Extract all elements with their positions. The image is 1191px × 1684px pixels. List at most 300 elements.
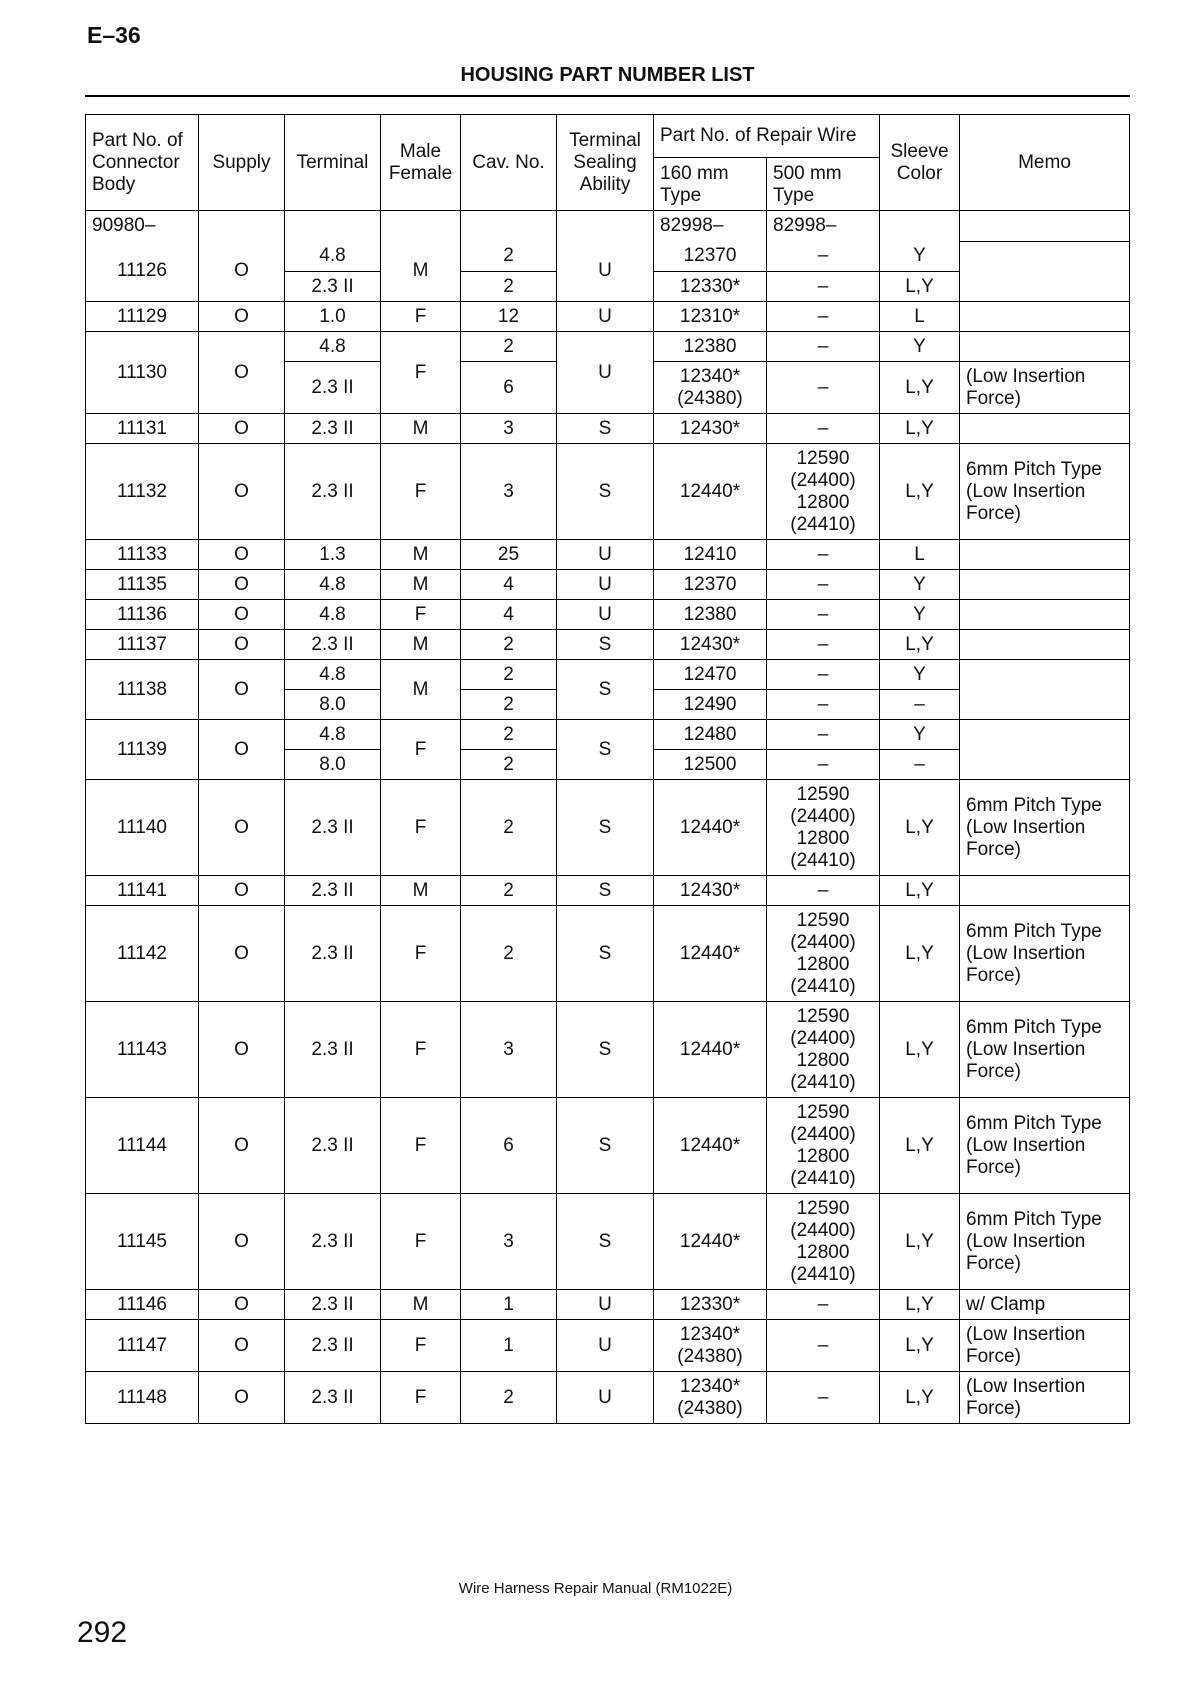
sealing-cell: S: [557, 906, 654, 1002]
table-row: [86, 332, 1130, 362]
wire-500-line: –: [817, 573, 829, 595]
wire-500-line: (24400): [790, 805, 856, 827]
male-female-cell: F: [381, 1320, 461, 1372]
supply-cell: O: [199, 660, 285, 720]
sleeve-cell: L,Y: [880, 630, 960, 660]
memo-cell: [960, 1002, 1130, 1098]
page-number: 292: [77, 1616, 128, 1649]
table-row: [86, 906, 1130, 1002]
wire-500-cell: [767, 414, 880, 444]
part-number: 11132: [86, 444, 199, 540]
wire-500-line: 12800: [796, 491, 850, 513]
wire-500-cell: [767, 570, 880, 600]
wire-500-line: 12590: [796, 447, 850, 469]
wire-160-cell: [654, 660, 767, 690]
wire-160-line: 12440*: [679, 480, 741, 502]
cav-cell: 3: [461, 1002, 557, 1098]
part-number: 11129: [86, 302, 199, 332]
sealing-cell: S: [557, 444, 654, 540]
sleeve-cell: L,Y: [880, 876, 960, 906]
wire-160-line: 12440*: [679, 1038, 741, 1060]
part-number: 11130: [86, 332, 199, 414]
male-female-cell: F: [381, 1372, 461, 1424]
empty-cell: [557, 211, 654, 242]
memo-line: Force): [966, 1060, 1021, 1082]
empty-cell: [880, 211, 960, 242]
wire-500-cell: [767, 272, 880, 302]
male-female-cell: F: [381, 1098, 461, 1194]
memo-line: w/ Clamp: [966, 1293, 1046, 1315]
sleeve-cell: L,Y: [880, 1372, 960, 1424]
memo-cell: [960, 302, 1130, 332]
wire-160-line: 12340*: [679, 1323, 741, 1345]
prefix-wire-160: 82998–: [654, 211, 767, 242]
supply-cell: O: [199, 1320, 285, 1372]
terminal-cell: 4.8: [285, 332, 381, 362]
wire-160-line: 12500: [683, 753, 737, 775]
wire-500-line: –: [817, 335, 829, 357]
sleeve-cell: Y: [880, 660, 960, 690]
terminal-cell: 2.3 II: [285, 1320, 381, 1372]
sleeve-cell: L,Y: [880, 780, 960, 876]
wire-500-line: –: [817, 245, 829, 267]
wire-160-cell: [654, 1290, 767, 1320]
footer-manual-title: Wire Harness Repair Manual (RM1022E): [458, 1580, 733, 1597]
cav-cell: 25: [461, 540, 557, 570]
cav-cell: 2: [461, 1372, 557, 1424]
sealing-cell: S: [557, 630, 654, 660]
memo-line: Force): [966, 1156, 1021, 1178]
wire-160-line: 12490: [683, 693, 737, 715]
wire-160-line: 12480: [683, 723, 737, 745]
supply-cell: O: [199, 1290, 285, 1320]
sleeve-cell: –: [880, 750, 960, 780]
wire-500-line: (24400): [790, 1027, 856, 1049]
sealing-cell: S: [557, 414, 654, 444]
table-row: [86, 660, 1130, 690]
sleeve-cell: L: [880, 540, 960, 570]
memo-cell: [960, 660, 1130, 720]
part-number: 11143: [86, 1002, 199, 1098]
wire-500-line: (24410): [790, 1263, 856, 1285]
sleeve-cell: L,Y: [880, 414, 960, 444]
memo-line: Force): [966, 502, 1021, 524]
memo-line: Force): [966, 838, 1021, 860]
wire-500-cell: [767, 1194, 880, 1290]
memo-cell: [960, 1372, 1130, 1424]
male-female-cell: F: [381, 720, 461, 780]
terminal-cell: 2.3 II: [285, 1098, 381, 1194]
terminal-cell: 4.8: [285, 570, 381, 600]
terminal-cell: 4.8: [285, 660, 381, 690]
sleeve-cell: L,Y: [880, 272, 960, 302]
wire-500-line: (24410): [790, 513, 856, 535]
male-female-cell: M: [381, 1290, 461, 1320]
terminal-cell: 2.3 II: [285, 1002, 381, 1098]
part-number: 11144: [86, 1098, 199, 1194]
wire-500-line: (24410): [790, 1071, 856, 1093]
header-supply: Supply: [199, 115, 285, 211]
part-number: 11145: [86, 1194, 199, 1290]
empty-cell: [199, 211, 285, 242]
wire-500-cell: [767, 690, 880, 720]
cav-cell: 4: [461, 570, 557, 600]
terminal-cell: 8.0: [285, 690, 381, 720]
table-row: [86, 780, 1130, 876]
cav-cell: 3: [461, 444, 557, 540]
title-rule: [85, 95, 1130, 97]
wire-500-cell: [767, 660, 880, 690]
table-row: [86, 1290, 1130, 1320]
wire-500-cell: [767, 332, 880, 362]
wire-500-line: (24400): [790, 931, 856, 953]
wire-500-line: 12590: [796, 1101, 850, 1123]
wire-500-line: (24400): [790, 1219, 856, 1241]
memo-cell: [960, 540, 1130, 570]
memo-cell: [960, 444, 1130, 540]
cav-cell: 2: [461, 272, 557, 302]
part-number: 11131: [86, 414, 199, 444]
wire-160-cell: [654, 414, 767, 444]
terminal-cell: 2.3 II: [285, 272, 381, 302]
wire-160-cell: [654, 876, 767, 906]
supply-cell: O: [199, 1098, 285, 1194]
table-row: [86, 630, 1130, 660]
cav-cell: 12: [461, 302, 557, 332]
sealing-cell: U: [557, 570, 654, 600]
wire-500-line: –: [817, 753, 829, 775]
empty-cell: [285, 211, 381, 242]
wire-160-cell: [654, 750, 767, 780]
page-title: HOUSING PART NUMBER LIST: [460, 64, 755, 86]
housing-part-table: [85, 114, 1130, 1424]
wire-160-line: 12430*: [679, 417, 741, 439]
memo-cell: [960, 780, 1130, 876]
memo-cell: [960, 570, 1130, 600]
header-sealing: Terminal Sealing Ability: [557, 115, 654, 211]
header-part-no: Part No. of Connector Body: [86, 115, 199, 211]
cav-cell: 2: [461, 906, 557, 1002]
empty-cell: [960, 211, 1130, 242]
wire-500-line: 12590: [796, 1005, 850, 1027]
terminal-cell: 2.3 II: [285, 780, 381, 876]
terminal-cell: 2.3 II: [285, 1372, 381, 1424]
wire-160-line: 12330*: [679, 1293, 741, 1315]
wire-160-cell: [654, 780, 767, 876]
header-sleeve: Sleeve Color: [880, 115, 960, 211]
cav-cell: 2: [461, 630, 557, 660]
wire-500-cell: [767, 876, 880, 906]
sealing-cell: S: [557, 1002, 654, 1098]
wire-160-line: 12430*: [679, 879, 741, 901]
wire-500-line: –: [817, 633, 829, 655]
memo-cell: [960, 1290, 1130, 1320]
wire-160-line: (24380): [677, 1397, 743, 1419]
memo-line: Force): [966, 964, 1021, 986]
supply-cell: O: [199, 332, 285, 414]
memo-cell: [960, 332, 1130, 362]
male-female-cell: F: [381, 1194, 461, 1290]
cav-cell: 2: [461, 332, 557, 362]
wire-160-cell: [654, 600, 767, 630]
wire-500-cell: [767, 1320, 880, 1372]
memo-line: (Low Insertion: [966, 942, 1086, 964]
memo-cell: [960, 906, 1130, 1002]
wire-160-cell: [654, 690, 767, 720]
memo-cell: [960, 414, 1130, 444]
memo-cell: [960, 630, 1130, 660]
wire-160-cell: [654, 720, 767, 750]
table-row: [86, 570, 1130, 600]
wire-500-cell: [767, 780, 880, 876]
wire-500-line: –: [817, 663, 829, 685]
memo-line: (Low Insertion: [966, 1230, 1086, 1252]
prefix-part: 90980–: [86, 211, 199, 242]
prefix-row: [86, 211, 1130, 242]
wire-500-line: 12590: [796, 783, 850, 805]
memo-cell: [960, 1320, 1130, 1372]
memo-line: Force): [966, 387, 1021, 409]
sleeve-cell: L,Y: [880, 1098, 960, 1194]
wire-160-cell: [654, 272, 767, 302]
wire-500-cell: [767, 750, 880, 780]
sealing-cell: S: [557, 876, 654, 906]
memo-line: (Low Insertion: [966, 816, 1086, 838]
male-female-cell: F: [381, 1002, 461, 1098]
male-female-cell: F: [381, 906, 461, 1002]
sealing-cell: U: [557, 1320, 654, 1372]
memo-cell: [960, 600, 1130, 630]
memo-line: (Low Insertion: [966, 1134, 1086, 1156]
header-160mm: 160 mm Type: [654, 158, 767, 211]
wire-160-cell: [654, 444, 767, 540]
wire-160-cell: [654, 1098, 767, 1194]
table-row: [86, 1194, 1130, 1290]
cav-cell: 2: [461, 660, 557, 690]
supply-cell: O: [199, 302, 285, 332]
wire-160-cell: [654, 570, 767, 600]
supply-cell: O: [199, 1194, 285, 1290]
supply-cell: O: [199, 1372, 285, 1424]
cav-cell: 4: [461, 600, 557, 630]
table-row: [86, 242, 1130, 272]
sealing-cell: S: [557, 780, 654, 876]
sleeve-cell: L,Y: [880, 444, 960, 540]
part-number: 11140: [86, 780, 199, 876]
part-number: 11138: [86, 660, 199, 720]
wire-500-line: 12590: [796, 1197, 850, 1219]
cav-cell: 6: [461, 362, 557, 414]
male-female-cell: F: [381, 600, 461, 630]
wire-500-cell: [767, 242, 880, 272]
wire-500-line: –: [817, 603, 829, 625]
part-number: 11126: [86, 242, 199, 302]
table-row: [86, 444, 1130, 540]
cav-cell: 1: [461, 1290, 557, 1320]
sealing-cell: U: [557, 302, 654, 332]
sleeve-cell: L,Y: [880, 1320, 960, 1372]
terminal-cell: 1.3: [285, 540, 381, 570]
cav-cell: 2: [461, 750, 557, 780]
male-female-cell: F: [381, 332, 461, 414]
wire-500-cell: [767, 1002, 880, 1098]
terminal-cell: 2.3 II: [285, 444, 381, 540]
part-number: 11136: [86, 600, 199, 630]
cav-cell: 2: [461, 780, 557, 876]
terminal-cell: 8.0: [285, 750, 381, 780]
male-female-cell: F: [381, 444, 461, 540]
wire-500-line: –: [817, 275, 829, 297]
supply-cell: O: [199, 414, 285, 444]
supply-cell: O: [199, 540, 285, 570]
part-number: 11137: [86, 630, 199, 660]
wire-500-line: –: [817, 693, 829, 715]
wire-160-line: 12310*: [679, 305, 741, 327]
sealing-cell: S: [557, 720, 654, 780]
table-body: [86, 211, 1130, 1424]
male-female-cell: M: [381, 242, 461, 302]
wire-500-line: –: [817, 1293, 829, 1315]
wire-500-line: 12800: [796, 1145, 850, 1167]
wire-500-line: 12590: [796, 909, 850, 931]
wire-500-cell: [767, 600, 880, 630]
memo-cell: [960, 242, 1130, 302]
wire-500-cell: [767, 1372, 880, 1424]
wire-160-line: 12440*: [679, 816, 741, 838]
wire-500-line: –: [817, 376, 829, 398]
terminal-cell: 1.0: [285, 302, 381, 332]
terminal-cell: 2.3 II: [285, 414, 381, 444]
memo-line: 6mm Pitch Type: [966, 458, 1102, 480]
wire-160-line: (24380): [677, 1345, 743, 1367]
sealing-cell: U: [557, 1290, 654, 1320]
male-female-cell: M: [381, 876, 461, 906]
wire-160-line: 12330*: [679, 275, 741, 297]
wire-500-line: –: [817, 543, 829, 565]
table-row: [86, 1002, 1130, 1098]
wire-160-cell: [654, 1194, 767, 1290]
sleeve-cell: Y: [880, 720, 960, 750]
wire-500-cell: [767, 630, 880, 660]
sleeve-cell: Y: [880, 242, 960, 272]
section-code: E–36: [87, 22, 141, 48]
sleeve-cell: L,Y: [880, 362, 960, 414]
wire-500-line: –: [817, 1386, 829, 1408]
wire-160-cell: [654, 540, 767, 570]
wire-500-line: –: [817, 723, 829, 745]
table-row: [86, 720, 1130, 750]
memo-cell: [960, 362, 1130, 414]
table-row: [86, 414, 1130, 444]
header-memo: Memo: [960, 115, 1130, 211]
header-500mm: 500 mm Type: [767, 158, 880, 211]
sealing-cell: U: [557, 1372, 654, 1424]
cav-cell: 6: [461, 1098, 557, 1194]
memo-line: Force): [966, 1252, 1021, 1274]
table-row: [86, 600, 1130, 630]
empty-cell: [381, 211, 461, 242]
sleeve-cell: L,Y: [880, 906, 960, 1002]
terminal-cell: 2.3 II: [285, 906, 381, 1002]
sealing-cell: S: [557, 1098, 654, 1194]
table-row: [86, 876, 1130, 906]
part-number: 11148: [86, 1372, 199, 1424]
memo-cell: [960, 1194, 1130, 1290]
wire-160-line: 12370: [683, 573, 737, 595]
wire-500-cell: [767, 1290, 880, 1320]
wire-160-cell: [654, 1320, 767, 1372]
sealing-cell: U: [557, 242, 654, 302]
wire-500-line: –: [817, 305, 829, 327]
wire-160-line: 12410: [683, 543, 737, 565]
terminal-cell: 2.3 II: [285, 1290, 381, 1320]
wire-500-cell: [767, 906, 880, 1002]
cav-cell: 2: [461, 690, 557, 720]
memo-line: 6mm Pitch Type: [966, 920, 1102, 942]
part-number: 11146: [86, 1290, 199, 1320]
wire-160-cell: [654, 1372, 767, 1424]
wire-160-line: 12340*: [679, 365, 741, 387]
sealing-cell: U: [557, 600, 654, 630]
wire-160-cell: [654, 332, 767, 362]
table-row: [86, 302, 1130, 332]
wire-500-line: –: [817, 879, 829, 901]
memo-line: (Low Insertion: [966, 365, 1086, 387]
wire-160-line: 12380: [683, 603, 737, 625]
part-number: 11135: [86, 570, 199, 600]
wire-160-line: 12440*: [679, 1230, 741, 1252]
wire-500-cell: [767, 302, 880, 332]
memo-line: (Low Insertion: [966, 1323, 1086, 1345]
wire-500-cell: [767, 540, 880, 570]
cav-cell: 2: [461, 720, 557, 750]
wire-500-line: –: [817, 417, 829, 439]
memo-line: Force): [966, 1345, 1021, 1367]
memo-cell: [960, 876, 1130, 906]
prefix-wire-500: 82998–: [767, 211, 880, 242]
memo-line: Force): [966, 1397, 1021, 1419]
cav-cell: 1: [461, 1320, 557, 1372]
wire-160-line: 12440*: [679, 1134, 741, 1156]
wire-160-cell: [654, 242, 767, 272]
part-number: 11141: [86, 876, 199, 906]
sleeve-cell: Y: [880, 570, 960, 600]
wire-500-line: (24400): [790, 469, 856, 491]
memo-line: (Low Insertion: [966, 480, 1086, 502]
terminal-cell: 4.8: [285, 600, 381, 630]
memo-line: 6mm Pitch Type: [966, 1016, 1102, 1038]
wire-500-cell: [767, 1098, 880, 1194]
table-row: [86, 1320, 1130, 1372]
wire-500-line: (24410): [790, 975, 856, 997]
male-female-cell: F: [381, 780, 461, 876]
terminal-cell: 4.8: [285, 720, 381, 750]
wire-160-line: 12340*: [679, 1375, 741, 1397]
supply-cell: O: [199, 600, 285, 630]
wire-500-line: (24410): [790, 849, 856, 871]
header-terminal: Terminal: [285, 115, 381, 211]
wire-500-line: 12800: [796, 1049, 850, 1071]
memo-line: 6mm Pitch Type: [966, 1112, 1102, 1134]
supply-cell: O: [199, 1002, 285, 1098]
empty-cell: [461, 211, 557, 242]
male-female-cell: M: [381, 660, 461, 720]
part-number: 11147: [86, 1320, 199, 1372]
sleeve-cell: L,Y: [880, 1290, 960, 1320]
sealing-cell: S: [557, 1194, 654, 1290]
wire-500-cell: [767, 444, 880, 540]
supply-cell: O: [199, 720, 285, 780]
